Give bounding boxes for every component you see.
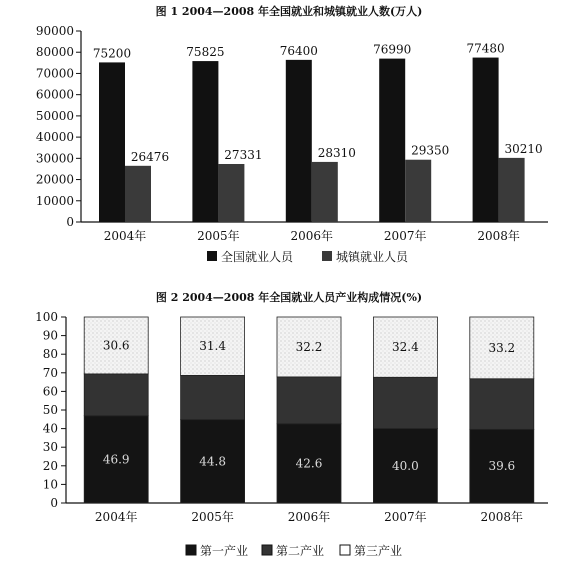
data-label: 76990 [373,42,412,57]
y-tick-label: 80000 [35,45,74,60]
legend-swatch [322,251,332,261]
y-tick-label: 60000 [35,87,74,102]
category-label: 2005年 [197,229,240,243]
y-tick-label: 50 [42,403,58,417]
category-label: 2008年 [480,510,524,524]
data-label: 75200 [92,46,132,61]
data-label: 27331 [224,147,263,162]
y-tick-label: 40000 [35,130,74,145]
legend-swatch [340,545,350,555]
category-label: 2004年 [94,510,138,524]
data-label: 30210 [504,141,543,156]
chart-1-legend [207,249,409,264]
y-tick-label: 40 [42,421,58,436]
segment-label: 33.2 [488,340,516,355]
bar-urban [125,166,151,222]
segment-label: 32.2 [295,339,323,354]
category-label: 2007年 [383,229,427,243]
category-label: 2007年 [384,510,427,524]
y-tick-label: 50000 [35,108,74,123]
y-tick-label: 0 [66,215,74,229]
bar-segment-secondary [470,379,534,430]
bar-urban [218,164,244,222]
legend-label: 第二产业 [276,544,325,558]
chart-1-categories [104,228,520,243]
legend-label: 全国就业人员 [221,250,294,264]
category-label: 2004年 [103,229,147,243]
legend-swatch [262,545,272,555]
segment-label: 31.4 [199,339,226,354]
legend-label: 第三产业 [354,544,403,558]
chart-2-legend [186,543,402,558]
y-tick-label: 90 [42,328,58,343]
bar-national [286,60,312,222]
legend-label: 第一产业 [200,544,249,558]
y-tick-label: 80 [42,347,58,362]
data-label: 26476 [130,149,170,164]
data-label: 28310 [317,145,356,160]
data-label: 29350 [411,143,450,158]
bar-urban [499,158,525,222]
chart-1-title: 图 1 2004—2008 年全国就业和城镇就业人数(万人) [155,5,423,18]
y-tick-label: 20 [42,458,58,473]
y-tick-label: 90000 [35,24,74,38]
y-tick-label: 70 [42,365,58,380]
legend-swatch [207,251,217,261]
chart-2-bars [84,317,534,503]
bar-national [379,59,405,222]
segment-label: 42.6 [295,456,323,471]
bar-segment-secondary [181,375,245,419]
segment-label: 46.9 [102,452,130,467]
category-label: 2006年 [287,510,331,524]
chart-1-bars [93,42,543,222]
bar-segment-secondary [373,377,437,428]
segment-label: 32.4 [392,340,419,355]
y-tick-label: 30000 [35,151,74,166]
legend-swatch [186,545,196,555]
data-label: 76400 [279,43,318,58]
y-tick-label: 10 [42,477,58,492]
segment-label: 44.8 [199,454,226,469]
bar-segment-secondary [277,377,341,424]
bar-national [473,58,499,222]
segment-label: 30.6 [102,338,130,353]
data-label: 77480 [466,41,505,56]
legend-label: 城镇就业人员 [336,250,409,264]
chart-2 [35,290,548,558]
bar-urban [312,162,338,222]
data-label: 75825 [186,45,225,60]
y-tick-label: 100 [35,310,58,324]
y-tick-label: 30 [42,440,58,455]
y-tick-label: 60 [42,384,58,399]
y-tick-label: 0 [50,496,58,510]
category-label: 2006年 [290,229,334,243]
chart-1 [36,4,548,264]
category-label: 2005年 [191,510,234,524]
y-tick-label: 20000 [35,172,74,187]
bar-national [99,62,125,222]
bar-segment-secondary [84,374,148,416]
chart-2-title: 图 2 2004—2008 年全国就业人员产业构成情况(%) [155,291,423,304]
y-tick-label: 10000 [35,193,74,208]
segment-label: 39.6 [488,459,516,474]
segment-label: 40.0 [392,458,419,473]
bar-urban [405,160,431,222]
category-label: 2008年 [477,229,520,243]
bar-national [192,61,218,222]
chart-2-categories [95,509,523,524]
y-tick-label: 70000 [35,66,74,81]
